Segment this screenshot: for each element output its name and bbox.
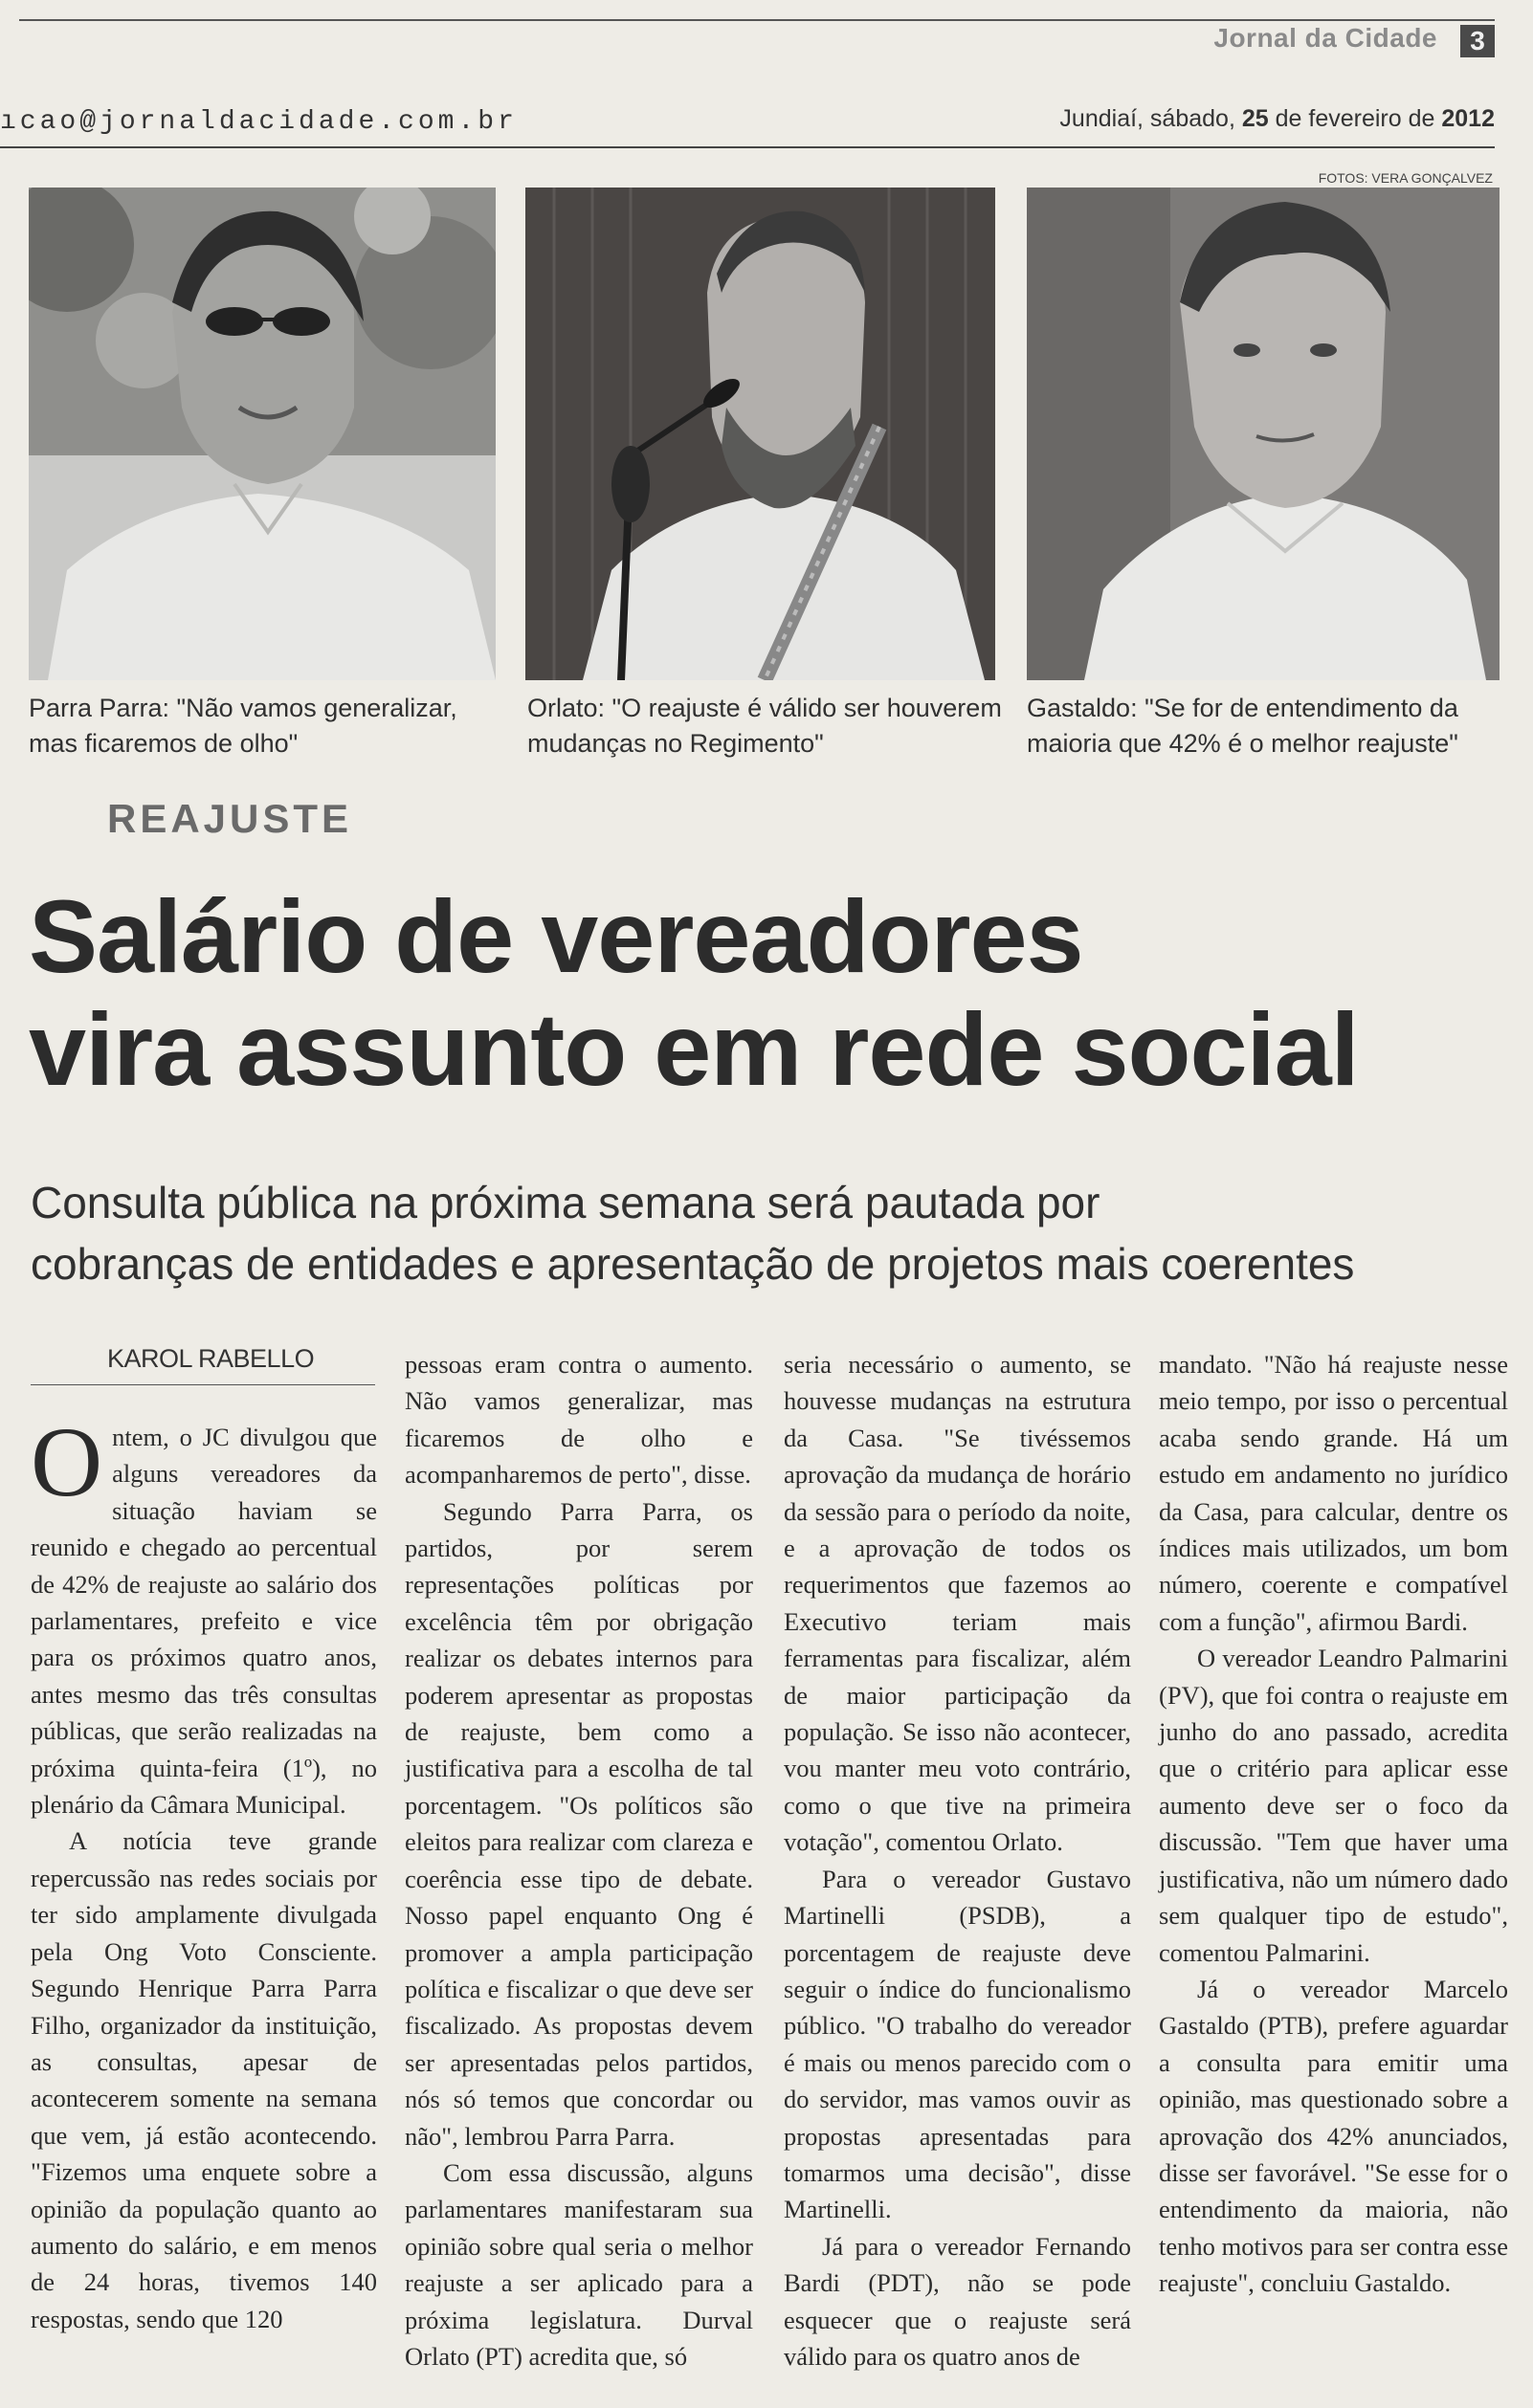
article-paragraph: seria necessário o aumento, se houvesse mudanças na estrutura da Casa. "Se tivéssemos aprovação da mudança de horário da sessão para o período da noite, e a aprovação de todos os requerimentos que fazemos ao Executivo teriam mais ferramentas para fiscalizar, além de maior participação da população. Se isso não acontecer, vou manter meu voto contrário, como o que tive na primeira votação", comentou Orlato. [784,1350,1131,1857]
article-paragraph: Já para o vereador Fernando Bardi (PDT), não se pode esquecer que o reajuste será válido para os quatro anos de [784,2231,1131,2371]
photo-orlato [525,188,995,680]
article-paragraph: Segundo Parra Parra, os partidos, por serem representações políticas por excelência têm por obrigação realizar os debates internos para poderem apresentar as propostas de reajuste, bem como a justificativa para a escolha de tal porcentagem. "Os políticos são eleitos para realizar com clareza e coerência esse tipo de debate. Nosso papel enquanto Ong é promover a ampla participação política e fiscalizar o que deve ser fiscalizado. As propostas devem ser apresentadas pelos partidos, nós só temos que concordar ou não", lembrou Parra Parra. [405,1496,753,2151]
article-paragraph: Para o vereador Gustavo Martinelli (PSDB), a porcentagem de reajuste deve seguir o índice do funcionalismo público. "O trabalho do vereador é mais ou menos parecido com o do servidor, mas vamos ouvir as propostas apresentadas para tomarmos uma decisão", disse Martinelli. [784,1864,1131,2224]
header-rule [0,146,1495,148]
dateline-day: 25 [1241,105,1269,132]
article-paragraph: O vereador Leandro Palmarini (PV), que foi contra o reajuste em junho do ano passado, acredita que o critério para aplicar esse aumento deve ser o foco da discussão. "Tem que haver uma justificativa, não um número dado sem qualquer tipo de estudo", comentou Palmarini. [1159,1644,1508,1967]
article-paragraph [31,1407,377,1823]
article-paragraph: pessoas eram contra o aumento. Não vamos generalizar, mas ficaremos de olho e acompanharemos de perto", disse. [405,1350,753,1490]
article-column-2 [405,1346,753,2375]
photo-parra-parra [29,188,496,680]
paragraph-text: ntem, o JC divulgou que alguns vereadores da situação haviam se reunido e chegado ao percentual de 42% de reajuste ao salário dos parlamentares, prefeito e vice para os próximos quatro anos, antes mesmo das três consultas públicas, que serão realizadas na próxima quinta-feira (1º), no plenário da Câmara Municipal. [31,1423,377,1820]
paper-name: Jornal da Cidade [1213,23,1437,53]
article-paragraph: A notícia teve grande repercussão nas redes sociais por ter sido amplamente divulgada pela Ong Voto Consciente. Segundo Henrique Parra Parra Filho, organizador da instituição, as consultas, apesar de acontecerem somente na semana que vem, já estão acontecendo. "Fizemos uma enquete sobre a opinião da população quanto ao aumento do salário, e em menos de 24 horas, tivemos 140 respostas, sendo que 120 [31,1826,377,2333]
caption-parra-parra: Parra Parra: "Não vamos generalizar, mas ficaremos de olho" [29,694,457,758]
drop-cap: O [31,1407,103,1517]
article-column-4 [1159,1346,1508,2302]
dateline [1059,105,1495,133]
article-column-1 [31,1407,377,2337]
headline-line-1: Salário de vereadores [29,878,1083,994]
subheadline-line-1: Consulta pública na próxima semana será pautada por [31,1178,1100,1227]
caption-gastaldo: Gastaldo: "Se for de entendimento da maioria que 42% é o melhor reajuste" [1027,694,1458,758]
dateline-year: 2012 [1441,105,1495,132]
article-paragraph: Já o vereador Marcelo Gastaldo (PTB), prefere aguardar a consulta para emitir uma opinião, mas questionado sobre a aprovação dos 42% anunciados, disse ser favorável. "Se esse for o entendimento da maioria, não tenho motivos para ser contra esse reajuste", concluiu Gastaldo. [1159,1974,1508,2298]
subheadline [31,1172,1523,1294]
dateline-mid: de [1275,105,1302,132]
headline [29,880,1522,1106]
dateline-mid2: de [1408,105,1435,132]
page-number: 3 [1460,25,1495,57]
photo-credit: FOTOS: VERA GONÇALVEZ [1318,170,1493,186]
top-rule [19,19,1495,21]
photo-gastaldo [1027,188,1500,680]
email-address: ıcao@jornaldacidade.com.br [0,107,518,137]
dateline-month: fevereiro [1308,105,1402,132]
article-column-3 [784,1346,1131,2375]
headline-line-2: vira assunto em rede social [29,991,1359,1107]
article-paragraph: Com essa discussão, alguns parlamentares manifestaram sua opinião sobre qual seria o melhor reajuste a ser aplicado para a próxima legislatura. Durval Orlato (PT) acredita que, só [405,2157,753,2371]
subheadline-line-2: cobranças de entidades e apresentação de projetos mais coerentes [31,1239,1355,1289]
caption-orlato: Orlato: "O reajuste é válido ser houverem mudanças no Regimento" [527,694,1002,758]
byline-rule [31,1384,375,1385]
section-kicker: REAJUSTE [107,796,353,841]
dateline-prefix: Jundiaí, sábado, [1059,105,1235,132]
byline: KAROL RABELLO [107,1344,315,1373]
article-paragraph: mandato. "Não há reajuste nesse meio tempo, por isso o percentual acaba sendo grande. Há um estudo em andamento no jurídico da Casa, para calcular, dentre os índices mais utilizados, um bom número, coerente e compatível com a função", afirmou Bardi. [1159,1350,1508,1636]
